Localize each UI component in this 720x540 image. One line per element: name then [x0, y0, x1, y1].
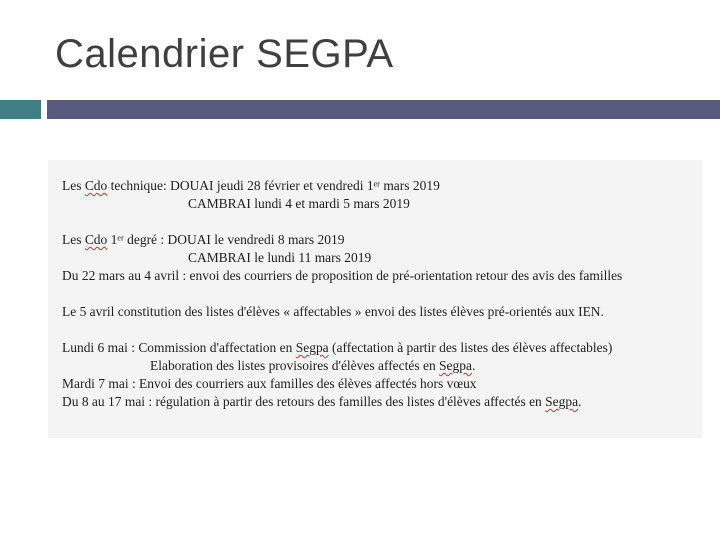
doc-line-envoi-familles: Mardi 7 mai : Envoi des courriers aux familles des élèves affectés hors vœux [62, 376, 477, 391]
blank-line [62, 285, 702, 303]
blank-line [62, 321, 702, 339]
text-segment: technique: DOUAI jeudi 28 février et vendredi 1ᵉʳ mars 2019 [107, 178, 440, 193]
doc-line-cdo-technique [62, 177, 702, 195]
doc-line-commission [62, 339, 702, 357]
text-segment: . [471, 358, 476, 373]
spellcheck-flagged-word: Segpa [295, 340, 329, 355]
blank-line [62, 213, 702, 231]
page-title: Calendrier SEGPA [55, 32, 394, 76]
doc-line-cdo-premier-degre [62, 231, 702, 249]
text-segment: (affectation à partir des listes des élèves affectables) [328, 340, 613, 355]
spellcheck-flagged-word: Cdo [84, 232, 108, 247]
text-segment: Du 8 au 17 mai : régulation à partir des retours des familles des listes d'élèves affectés en [62, 394, 546, 409]
doc-line-elaboration [62, 357, 702, 375]
spellcheck-flagged-word: Segpa [545, 394, 579, 409]
doc-line-constitution-listes: Le 5 avril constitution des listes d'élèves « affectables » envoi des listes élèves pré-orientés aux IEN. [62, 304, 604, 319]
spellcheck-flagged-word: Cdo [84, 178, 108, 193]
doc-line-cambrai-technique: CAMBRAI lundi 4 et mardi 5 mars 2019 [188, 196, 410, 211]
doc-line-cambrai-premier-degre: CAMBRAI le lundi 11 mars 2019 [188, 250, 372, 265]
accent-bar-teal [0, 100, 41, 119]
doc-line-regulation [62, 393, 702, 411]
accent-bar-navy [47, 100, 720, 119]
calendar-document [48, 160, 702, 438]
doc-line-envoi-courriers: Du 22 mars au 4 avril : envoi des courriers de proposition de pré-orientation retour des avis des familles [62, 268, 623, 283]
text-segment: Les [62, 232, 85, 247]
text-segment: Lundi 6 mai : Commission d'affectation en [62, 340, 296, 355]
text-segment: . [578, 394, 582, 409]
text-segment: Les [62, 178, 85, 193]
text-segment: Elaboration des listes provisoires d'élèves affectés en [150, 358, 440, 373]
text-segment: 1ᵉʳ degré : DOUAI le vendredi 8 mars 2019 [107, 232, 345, 247]
spellcheck-flagged-word: Segpa [439, 358, 472, 373]
